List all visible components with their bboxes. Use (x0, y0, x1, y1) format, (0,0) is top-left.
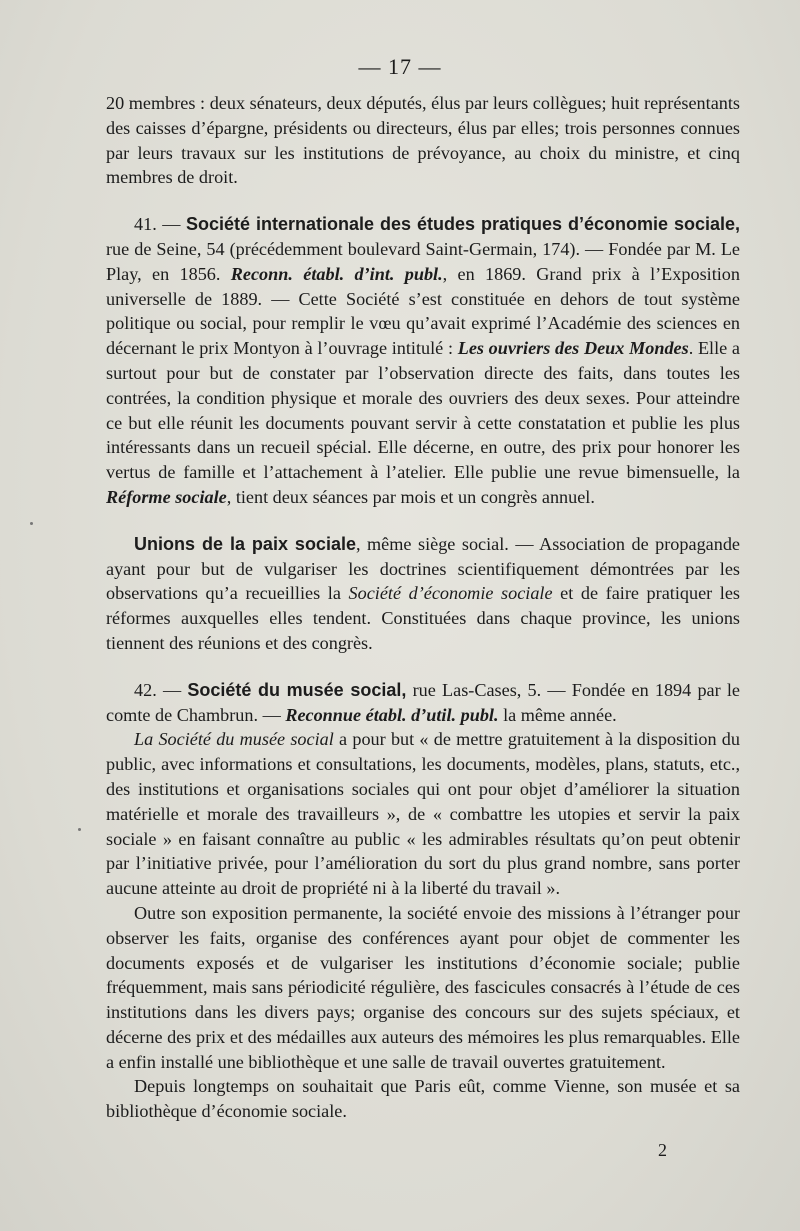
section-42-title: Société du musée social, (187, 679, 407, 700)
section-41: 41. — Société internationale des études pratiques d’économie sociale, rue de Seine, 54 (précédemment boulevard Saint-Germain, 174). — Fondée par M. Le Play, en 1856. Reconn. établ. d’int. publ., en 1869. Grand prix à l’Exposition universelle de 1889. — Cette Société s’est constituée en dehors de tout système politique ou social, pour remplir le vœu qu’avait exprimé l’Académie des sciences en décernant le prix Montyon à l’ouvrage intitulé : Les ouvriers des Deux Mondes. Elle a surtout pour but de constater par l’observation directe des faits, dans toutes les contrées, la condition physique et morale des ouvriers des deux sexes. Pour atteindre ce but elle réunit les documents pouvant servir à cette constatation et publie les plus intéressants dans un recueil spécial. Elle décerne, en outre, des prix pour honorer les vertus de famille et l’attachement à l’atelier. Elle publie une revue bimensuelle, la Réforme sociale, tient deux séances par mois et un congrès annuel. (106, 214, 741, 507)
musee-name: La Société du musée social (134, 729, 334, 750)
book-title: Les ouvriers des Deux Mondes (457, 338, 689, 359)
paper-speck (30, 522, 33, 525)
unions-society: Société d’économie sociale (348, 583, 553, 604)
paragraph-musee-purpose: La Société du musée social a pour but « de mettre gratuitement à la disposition du public, avec informations et consultations, les documents, modèles, plans, statuts, etc., des institutions et organisations sociales qui ont pour objet d’améliorer la situation matérielle et morale des travailleurs », de « combattre les utopies et servir la paix sociale » en faisant connaître au public « les admirables résultats qu’on peut obtenir par l’initiative privée, pour l’amélioration du sort du plus grand nombre, sans porter aucune atteinte au droit de propriété ni à la liberté du travail ». (106, 729, 740, 899)
section-42-number: 42. — (134, 679, 188, 700)
section-42-recognition: Reconnue établ. d’util. publ. (285, 704, 499, 725)
section-42: 42. — Société du musée social, rue Las-Cases, 5. — Fondée en 1894 par le comte de Chambrun. — Reconnue établ. d’util. publ. la même année. (106, 679, 740, 725)
section-unions: Unions de la paix sociale, même siège social. — Association de propagande ayant pour but de vulgariser les doctrines scientifiquement démontrées par les observations qu’a recueillies la Société d’économie sociale et de faire pratiquer les réformes auxquelles elles tendent. Constituées dans chaque province, les unions tiennent des réunions et des congrès. (106, 533, 740, 653)
paper-speck (78, 828, 81, 831)
section-41-number: 41. — (134, 214, 186, 235)
signature-mark: 2 (658, 1140, 667, 1160)
review-title: Réforme sociale (106, 486, 227, 507)
section-41-title: Société internationale des études pratiques d’économie sociale, (185, 214, 740, 235)
paragraph-musee-paris: Depuis longtemps on souhaitait que Paris eût, comme Vienne, son musée et sa bibliothèque d’économie sociale. (106, 1076, 740, 1122)
paragraph-caisse-members: 20 membres : deux sénateurs, deux députés, élus par leurs collègues; huit représentants des caisses d’épargne, présidents ou directeurs, élus par elles; trois personnes connues par leurs travaux sur les institutions de prévoyance, au choix du ministre, et cinq membres de droit. (106, 93, 740, 188)
section-41-recognition: Reconn. établ. d’int. publ. (230, 263, 443, 284)
page-number-header: — 17 — (358, 54, 442, 79)
document-body (106, 91, 740, 1124)
unions-title: Unions de la paix sociale (134, 533, 356, 554)
paragraph-musee-activities: Outre son exposition permanente, la société envoie des missions à l’étranger pour observer les faits, organise des conférences ayant pour objet de commenter les documents exposés et de vulgariser les institutions d’économie sociale; publie fréquemment, mais sans périodicité régulière, des fascicules consacrés à l’étude de ces institutions dans les divers pays; organise des concours sur des sujets spéciaux, et décerne des prix et des médailles aux auteurs des mémoires les plus remarquables. Elle a enfin installé une bibliothèque et une salle de travail ouvertes gratuitement. (106, 902, 740, 1072)
